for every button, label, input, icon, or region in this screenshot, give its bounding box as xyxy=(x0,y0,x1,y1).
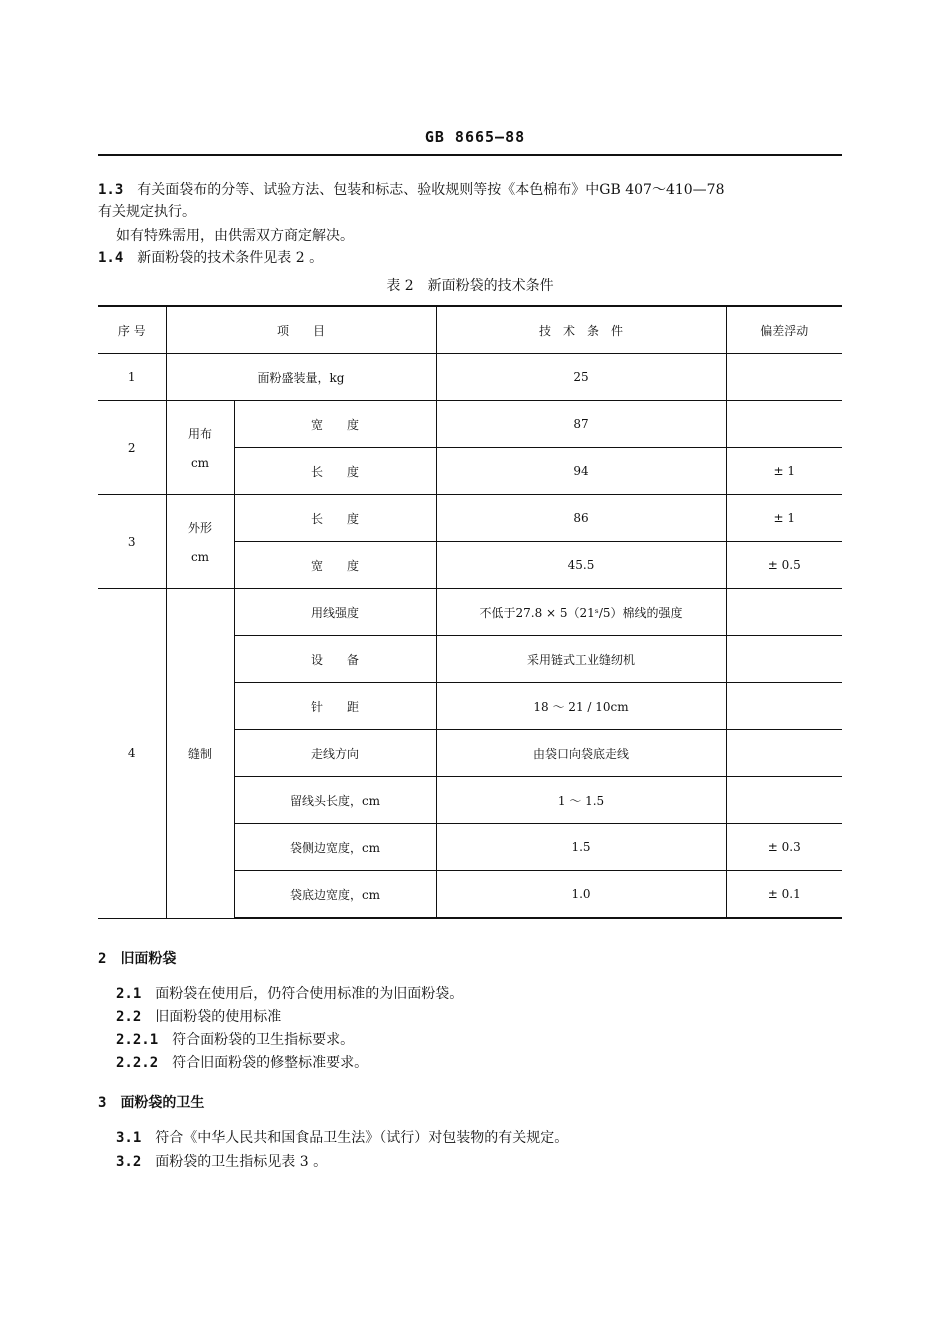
row-spec: 94 xyxy=(436,448,726,495)
paragraph-1-3 xyxy=(98,180,724,200)
paragraph-1-4 xyxy=(98,248,323,268)
category-unit: cm xyxy=(190,550,210,564)
header-item: 项 目 xyxy=(166,306,436,354)
clause-2-2 xyxy=(116,1007,281,1027)
header-spec: 技 术 条 件 xyxy=(436,306,726,354)
row-item: 设 备 xyxy=(234,636,436,683)
table-header-row xyxy=(98,306,842,354)
clause-text: 旧面粉袋的使用标准 xyxy=(155,1009,282,1025)
row-category xyxy=(166,401,234,495)
row-spec: 由袋口向袋底走线 xyxy=(436,730,726,777)
row-deviation: ± 0.3 xyxy=(726,824,842,871)
row-category xyxy=(166,495,234,589)
row-spec: 1 ～ 1.5 xyxy=(436,777,726,824)
row-deviation xyxy=(726,683,842,730)
standard-code: GB 8665—88 xyxy=(424,128,526,146)
header-no: 序 号 xyxy=(98,306,166,354)
clause-2-1 xyxy=(116,984,463,1004)
row-spec: 87 xyxy=(436,401,726,448)
category-label: 外形 xyxy=(187,521,212,535)
row-deviation xyxy=(726,777,842,824)
table-row xyxy=(98,354,842,401)
row-deviation: ± 0.5 xyxy=(726,542,842,589)
row-deviation xyxy=(726,401,842,448)
spec-table xyxy=(98,305,842,919)
clause-number: 2.2.2 xyxy=(116,1055,159,1071)
row-spec: 18 ～ 21 / 10cm xyxy=(436,683,726,730)
row-item: 长 度 xyxy=(234,448,436,495)
section-2-heading xyxy=(98,948,176,968)
row-item: 用线强度 xyxy=(234,589,436,636)
section-number: 2 xyxy=(98,951,107,967)
row-item: 针 距 xyxy=(234,683,436,730)
clause-text: 符合《中华人民共和国食品卫生法》（试行）对包装物的有关规定。 xyxy=(155,1130,569,1146)
row-no: 2 xyxy=(98,401,166,495)
section-title: 面粉袋的卫生 xyxy=(120,1095,205,1111)
row-item: 留线头长度，cm xyxy=(234,777,436,824)
category-unit: cm xyxy=(190,456,210,470)
row-spec: 1.0 xyxy=(436,871,726,919)
row-deviation: ± 0.1 xyxy=(726,871,842,919)
clause-2-2-2 xyxy=(116,1053,368,1073)
row-category: 缝制 xyxy=(166,589,234,919)
clause-number: 2.1 xyxy=(116,986,142,1002)
row-deviation xyxy=(726,354,842,401)
clause-number: 1.3 xyxy=(98,182,124,198)
clause-text: 新面粉袋的技术条件见表 2 。 xyxy=(137,250,324,266)
section-title: 旧面粉袋 xyxy=(120,951,177,967)
row-item: 袋底边宽度，cm xyxy=(234,871,436,919)
clause-text: 面粉袋的卫生指标见表 3 。 xyxy=(155,1154,328,1170)
row-item: 袋侧边宽度，cm xyxy=(234,824,436,871)
table-row xyxy=(98,401,842,448)
row-spec: 86 xyxy=(436,495,726,542)
clause-3-1 xyxy=(116,1128,568,1148)
row-deviation xyxy=(726,730,842,777)
row-spec: 不低于27.8 × 5（21ˢ/5）棉线的强度 xyxy=(436,589,726,636)
row-spec: 45.5 xyxy=(436,542,726,589)
table-row xyxy=(98,495,842,542)
clause-number: 2.2 xyxy=(116,1009,142,1025)
category-label: 用布 xyxy=(187,427,212,441)
clause-number: 2.2.1 xyxy=(116,1032,159,1048)
clause-text: 有关面袋布的分等、试验方法、包装和标志、验收规则等按《本色棉布》中GB 407～410—78 xyxy=(137,182,725,198)
row-spec: 25 xyxy=(436,354,726,401)
row-spec: 1.5 xyxy=(436,824,726,871)
row-no: 4 xyxy=(98,589,166,919)
clause-2-2-1 xyxy=(116,1030,354,1050)
section-3-heading xyxy=(98,1092,204,1112)
row-deviation: ± 1 xyxy=(726,495,842,542)
row-item: 走线方向 xyxy=(234,730,436,777)
row-no: 1 xyxy=(98,354,166,401)
section-number: 3 xyxy=(98,1095,107,1111)
row-deviation xyxy=(726,589,842,636)
table-caption: 表 2 新面粉袋的技术条件 xyxy=(386,278,554,294)
clause-number: 3.2 xyxy=(116,1154,142,1170)
paragraph-1-3-continued: 有关规定执行。 xyxy=(98,204,196,220)
row-no: 3 xyxy=(98,495,166,589)
clause-text: 符合旧面粉袋的修整标准要求。 xyxy=(172,1055,369,1071)
row-deviation: ± 1 xyxy=(726,448,842,495)
clause-text: 面粉袋在使用后，仍符合使用标准的为旧面粉袋。 xyxy=(155,986,464,1002)
row-spec: 采用链式工业缝纫机 xyxy=(436,636,726,683)
row-item: 长 度 xyxy=(234,495,436,542)
clause-3-2 xyxy=(116,1152,327,1172)
table-row xyxy=(98,589,842,636)
row-item: 宽 度 xyxy=(234,542,436,589)
clause-number: 3.1 xyxy=(116,1130,142,1146)
paragraph-special-needs: 如有特殊需用，由供需双方商定解决。 xyxy=(116,228,354,244)
clause-number: 1.4 xyxy=(98,250,124,266)
header-deviation: 偏差浮动 xyxy=(726,306,842,354)
clause-text: 符合面粉袋的卫生指标要求。 xyxy=(172,1032,355,1048)
row-item: 宽 度 xyxy=(234,401,436,448)
row-item: 面粉盛装量，kg xyxy=(166,354,436,401)
header-rule xyxy=(98,154,842,156)
row-deviation xyxy=(726,636,842,683)
